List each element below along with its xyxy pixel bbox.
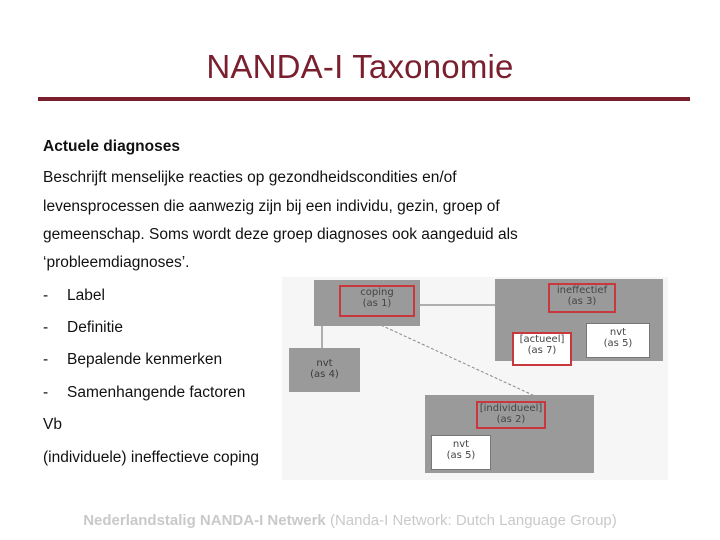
section-heading: Actuele diagnoses (43, 138, 180, 155)
example-text: (individuele) ineffectieve coping (43, 449, 259, 466)
nvt-as5-right-box: nvt (as 5) (586, 323, 650, 358)
axis-box-coping (314, 280, 420, 326)
coping-label-box: coping (as 1) (339, 285, 415, 317)
bullet-item: - Bepalende kenmerken (43, 351, 223, 368)
ineffectief-label-box: ineffectief (as 3) (548, 283, 616, 313)
example-label: Vb (43, 416, 62, 433)
bullet-item: - Samenhangende factoren (43, 384, 246, 401)
axis-box-nvt-as4 (289, 348, 360, 392)
title-divider (38, 97, 690, 101)
paragraph-line-4: ‘probleemdiagnoses’. (43, 254, 190, 271)
actueel-label-box: [actueel] (as 7) (512, 332, 572, 366)
footer-credit: Nederlandstalig NANDA-I Netwerk (Nanda-I Network: Dutch Language Group) (83, 512, 617, 529)
individueel-label-box: [individueel] (as 2) (476, 401, 546, 429)
slide-title: NANDA-I Taxonomie (206, 48, 514, 85)
taxonomy-axes-figure (282, 277, 668, 480)
paragraph-line-1: Beschrijft menselijke reacties op gezondheidscondities en/of (43, 169, 457, 186)
bullet-item: - Definitie (43, 319, 123, 336)
paragraph-line-2: levensprocessen die aanwezig zijn bij een individu, gezin, groep of (43, 198, 500, 215)
axis-box-individueel (425, 395, 594, 473)
bullet-item: - Label (43, 287, 105, 304)
nvt-as4-label: nvt (as 4) (310, 358, 339, 380)
paragraph-line-3: gemeenschap. Soms wordt deze groep diagnoses ook aangeduid als (43, 226, 518, 243)
nvt-as5-bottom-box: nvt (as 5) (431, 435, 491, 470)
